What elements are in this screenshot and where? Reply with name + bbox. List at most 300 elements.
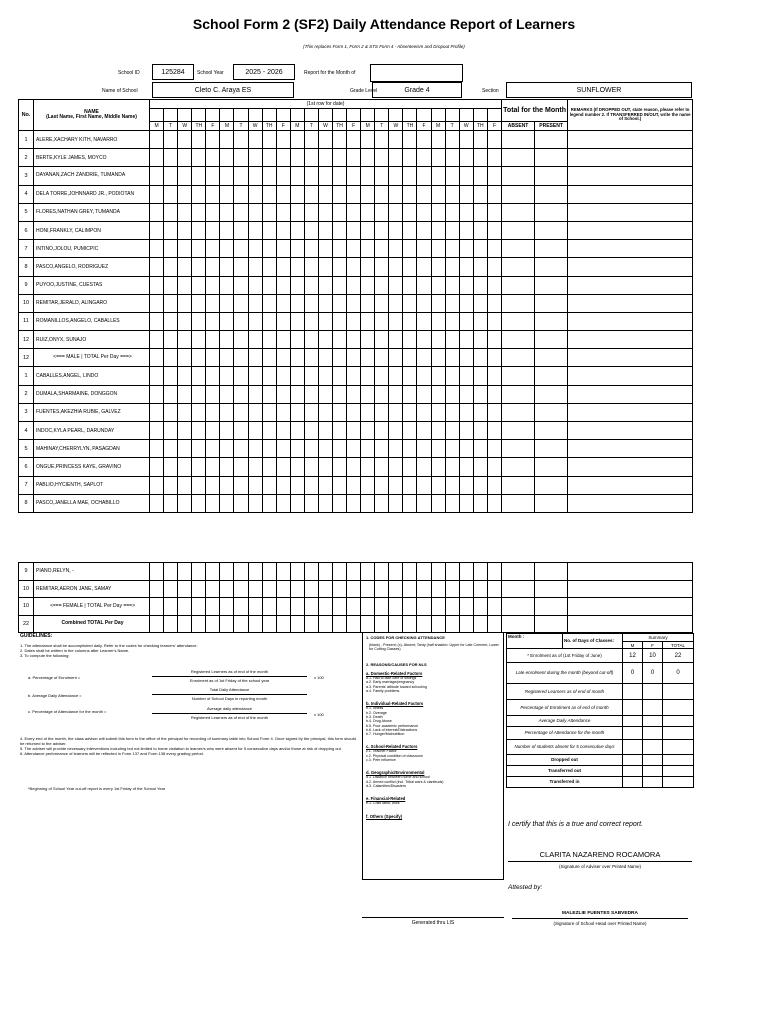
summary-value-f[interactable] xyxy=(643,740,663,755)
attendance-cell[interactable] xyxy=(445,476,459,494)
attendance-cell[interactable] xyxy=(459,131,473,149)
attendance-cell[interactable] xyxy=(431,615,445,633)
attendance-cell[interactable] xyxy=(361,149,375,167)
attendance-cell[interactable] xyxy=(164,349,178,367)
attendance-cell[interactable] xyxy=(333,203,347,221)
summary-value-t[interactable] xyxy=(663,740,694,755)
attendance-cell[interactable] xyxy=(318,294,332,312)
attendance-cell[interactable] xyxy=(248,458,262,476)
attendance-cell[interactable] xyxy=(304,240,318,258)
remarks-cell[interactable] xyxy=(568,276,693,294)
attendance-cell[interactable] xyxy=(473,131,487,149)
remarks-cell[interactable] xyxy=(568,221,693,239)
attendance-cell[interactable] xyxy=(431,185,445,203)
attendance-cell[interactable] xyxy=(206,367,220,385)
attendance-cell[interactable] xyxy=(164,167,178,185)
attendance-cell[interactable] xyxy=(375,494,389,512)
attendance-cell[interactable] xyxy=(150,385,164,403)
attendance-cell[interactable] xyxy=(473,403,487,421)
remarks-cell[interactable] xyxy=(568,131,693,149)
remarks-cell[interactable] xyxy=(568,494,693,512)
attendance-cell[interactable] xyxy=(262,203,276,221)
attendance-cell[interactable] xyxy=(290,185,304,203)
attendance-cell[interactable] xyxy=(361,331,375,349)
attendance-cell[interactable] xyxy=(290,580,304,598)
attendance-cell[interactable] xyxy=(276,598,290,616)
attendance-cell[interactable] xyxy=(417,615,431,633)
attendance-cell[interactable] xyxy=(178,331,192,349)
date-cell[interactable] xyxy=(431,109,445,122)
attendance-cell[interactable] xyxy=(347,294,361,312)
attendance-cell[interactable] xyxy=(262,185,276,203)
attendance-cell[interactable] xyxy=(375,312,389,330)
attendance-cell[interactable] xyxy=(347,563,361,581)
attendance-cell[interactable] xyxy=(487,294,501,312)
attendance-cell[interactable] xyxy=(333,403,347,421)
attendance-cell[interactable] xyxy=(248,476,262,494)
attendance-cell[interactable] xyxy=(403,331,417,349)
attendance-cell[interactable] xyxy=(333,422,347,440)
attendance-cell[interactable] xyxy=(417,476,431,494)
attendance-cell[interactable] xyxy=(150,167,164,185)
remarks-cell[interactable] xyxy=(568,331,693,349)
absent-total-cell[interactable] xyxy=(502,221,535,239)
attendance-cell[interactable] xyxy=(347,167,361,185)
attendance-cell[interactable] xyxy=(389,149,403,167)
attendance-cell[interactable] xyxy=(206,458,220,476)
date-cell[interactable] xyxy=(178,109,192,122)
attendance-cell[interactable] xyxy=(389,258,403,276)
attendance-cell[interactable] xyxy=(290,240,304,258)
attendance-cell[interactable] xyxy=(290,615,304,633)
attendance-cell[interactable] xyxy=(361,258,375,276)
attendance-cell[interactable] xyxy=(220,580,234,598)
present-total-cell[interactable] xyxy=(535,349,568,367)
attendance-cell[interactable] xyxy=(192,422,206,440)
remarks-cell[interactable] xyxy=(567,598,692,616)
attendance-cell[interactable] xyxy=(487,149,501,167)
date-cell[interactable] xyxy=(206,109,220,122)
grade-level-field[interactable]: Grade 4 xyxy=(372,82,462,98)
attendance-cell[interactable] xyxy=(220,312,234,330)
attendance-cell[interactable] xyxy=(290,221,304,239)
section-field[interactable]: SUNFLOWER xyxy=(506,82,692,98)
attendance-cell[interactable] xyxy=(234,615,248,633)
attendance-cell[interactable] xyxy=(431,440,445,458)
attendance-cell[interactable] xyxy=(347,149,361,167)
attendance-cell[interactable] xyxy=(318,331,332,349)
attendance-cell[interactable] xyxy=(487,403,501,421)
summary-value-f[interactable]: 10 xyxy=(643,649,663,663)
attendance-cell[interactable] xyxy=(150,131,164,149)
present-total-cell[interactable] xyxy=(535,203,568,221)
attendance-cell[interactable] xyxy=(445,203,459,221)
attendance-cell[interactable] xyxy=(220,385,234,403)
attendance-cell[interactable] xyxy=(220,440,234,458)
attendance-cell[interactable] xyxy=(417,458,431,476)
attendance-cell[interactable] xyxy=(248,149,262,167)
attendance-cell[interactable] xyxy=(487,476,501,494)
attendance-cell[interactable] xyxy=(361,385,375,403)
attendance-cell[interactable] xyxy=(206,494,220,512)
attendance-cell[interactable] xyxy=(445,331,459,349)
attendance-cell[interactable] xyxy=(473,312,487,330)
present-total-cell[interactable] xyxy=(535,240,568,258)
attendance-cell[interactable] xyxy=(234,312,248,330)
summary-value-t[interactable]: 22 xyxy=(663,649,694,663)
attendance-cell[interactable] xyxy=(220,349,234,367)
summary-value-t[interactable] xyxy=(663,700,694,716)
attendance-cell[interactable] xyxy=(403,221,417,239)
absent-total-cell[interactable] xyxy=(502,185,535,203)
attendance-cell[interactable] xyxy=(290,598,304,616)
attendance-cell[interactable] xyxy=(290,563,304,581)
attendance-cell[interactable] xyxy=(487,312,501,330)
attendance-cell[interactable] xyxy=(473,476,487,494)
attendance-cell[interactable] xyxy=(403,240,417,258)
attendance-cell[interactable] xyxy=(262,221,276,239)
attendance-cell[interactable] xyxy=(164,221,178,239)
attendance-cell[interactable] xyxy=(150,458,164,476)
attendance-cell[interactable] xyxy=(262,149,276,167)
attendance-cell[interactable] xyxy=(304,203,318,221)
attendance-cell[interactable] xyxy=(417,240,431,258)
attendance-cell[interactable] xyxy=(473,276,487,294)
attendance-cell[interactable] xyxy=(234,458,248,476)
attendance-cell[interactable] xyxy=(178,440,192,458)
attendance-cell[interactable] xyxy=(361,476,375,494)
attendance-cell[interactable] xyxy=(375,615,389,633)
attendance-cell[interactable] xyxy=(304,221,318,239)
absent-total-cell[interactable] xyxy=(502,276,535,294)
attendance-cell[interactable] xyxy=(487,203,501,221)
attendance-cell[interactable] xyxy=(361,403,375,421)
attendance-cell[interactable] xyxy=(248,385,262,403)
attendance-cell[interactable] xyxy=(375,349,389,367)
attendance-cell[interactable] xyxy=(333,258,347,276)
attendance-cell[interactable] xyxy=(333,167,347,185)
attendance-cell[interactable] xyxy=(403,349,417,367)
attendance-cell[interactable] xyxy=(431,167,445,185)
attendance-cell[interactable] xyxy=(262,598,276,616)
attendance-cell[interactable] xyxy=(192,167,206,185)
attendance-cell[interactable] xyxy=(459,221,473,239)
attendance-cell[interactable] xyxy=(459,367,473,385)
attendance-cell[interactable] xyxy=(333,294,347,312)
attendance-cell[interactable] xyxy=(375,294,389,312)
attendance-cell[interactable] xyxy=(318,167,332,185)
attendance-cell[interactable] xyxy=(262,131,276,149)
summary-value-m[interactable] xyxy=(623,716,643,727)
attendance-cell[interactable] xyxy=(417,403,431,421)
attendance-cell[interactable] xyxy=(459,403,473,421)
attendance-cell[interactable] xyxy=(150,367,164,385)
attendance-cell[interactable] xyxy=(459,258,473,276)
attendance-cell[interactable] xyxy=(192,221,206,239)
attendance-cell[interactable] xyxy=(361,312,375,330)
attendance-cell[interactable] xyxy=(290,494,304,512)
attendance-cell[interactable] xyxy=(192,385,206,403)
date-cell[interactable] xyxy=(164,109,178,122)
attendance-cell[interactable] xyxy=(375,185,389,203)
absent-total-cell[interactable] xyxy=(502,203,535,221)
attendance-cell[interactable] xyxy=(206,385,220,403)
attendance-cell[interactable] xyxy=(276,349,290,367)
report-month-field[interactable] xyxy=(370,64,463,82)
attendance-cell[interactable] xyxy=(347,276,361,294)
attendance-cell[interactable] xyxy=(361,294,375,312)
attendance-cell[interactable] xyxy=(304,312,318,330)
date-cell[interactable] xyxy=(290,109,304,122)
attendance-cell[interactable] xyxy=(234,276,248,294)
attendance-cell[interactable] xyxy=(473,615,487,633)
attendance-cell[interactable] xyxy=(150,203,164,221)
attendance-cell[interactable] xyxy=(234,167,248,185)
attendance-cell[interactable] xyxy=(333,563,347,581)
attendance-cell[interactable] xyxy=(389,580,403,598)
attendance-cell[interactable] xyxy=(192,458,206,476)
attendance-cell[interactable] xyxy=(192,580,206,598)
attendance-cell[interactable] xyxy=(431,276,445,294)
attendance-cell[interactable] xyxy=(389,276,403,294)
remarks-cell[interactable] xyxy=(568,149,693,167)
attendance-cell[interactable] xyxy=(192,615,206,633)
date-cell[interactable] xyxy=(403,109,417,122)
attendance-cell[interactable] xyxy=(248,563,262,581)
attendance-cell[interactable] xyxy=(417,580,431,598)
attendance-cell[interactable] xyxy=(333,385,347,403)
absent-total-cell[interactable] xyxy=(502,240,535,258)
attendance-cell[interactable] xyxy=(361,580,375,598)
attendance-cell[interactable] xyxy=(445,385,459,403)
absent-total-cell[interactable] xyxy=(502,458,535,476)
attendance-cell[interactable] xyxy=(318,403,332,421)
attendance-cell[interactable] xyxy=(347,367,361,385)
remarks-cell[interactable] xyxy=(568,240,693,258)
attendance-cell[interactable] xyxy=(276,563,290,581)
attendance-cell[interactable] xyxy=(304,385,318,403)
attendance-cell[interactable] xyxy=(431,598,445,616)
present-total-cell[interactable] xyxy=(535,331,568,349)
date-cell[interactable] xyxy=(473,109,487,122)
attendance-cell[interactable] xyxy=(220,131,234,149)
attendance-cell[interactable] xyxy=(318,440,332,458)
attendance-cell[interactable] xyxy=(487,167,501,185)
attendance-cell[interactable] xyxy=(389,294,403,312)
attendance-cell[interactable] xyxy=(262,494,276,512)
attendance-cell[interactable] xyxy=(192,331,206,349)
attendance-cell[interactable] xyxy=(192,240,206,258)
attendance-cell[interactable] xyxy=(417,331,431,349)
remarks-cell[interactable] xyxy=(568,403,693,421)
present-total-cell[interactable] xyxy=(535,185,568,203)
attendance-cell[interactable] xyxy=(403,258,417,276)
attendance-cell[interactable] xyxy=(206,240,220,258)
attendance-cell[interactable] xyxy=(150,598,164,616)
attendance-cell[interactable] xyxy=(333,131,347,149)
attendance-cell[interactable] xyxy=(459,167,473,185)
attendance-cell[interactable] xyxy=(389,403,403,421)
date-cell[interactable] xyxy=(304,109,318,122)
summary-value-f[interactable] xyxy=(643,766,663,777)
attendance-cell[interactable] xyxy=(389,422,403,440)
attendance-cell[interactable] xyxy=(403,294,417,312)
attendance-cell[interactable] xyxy=(417,203,431,221)
present-total-cell[interactable] xyxy=(535,367,568,385)
attendance-cell[interactable] xyxy=(318,185,332,203)
attendance-cell[interactable] xyxy=(178,349,192,367)
remarks-cell[interactable] xyxy=(568,422,693,440)
attendance-cell[interactable] xyxy=(276,167,290,185)
attendance-cell[interactable] xyxy=(164,240,178,258)
attendance-cell[interactable] xyxy=(290,149,304,167)
attendance-cell[interactable] xyxy=(206,203,220,221)
attendance-cell[interactable] xyxy=(431,494,445,512)
attendance-cell[interactable] xyxy=(220,615,234,633)
attendance-cell[interactable] xyxy=(445,349,459,367)
attendance-cell[interactable] xyxy=(431,149,445,167)
summary-value-f[interactable] xyxy=(643,700,663,716)
attendance-cell[interactable] xyxy=(487,422,501,440)
attendance-cell[interactable] xyxy=(220,149,234,167)
attendance-cell[interactable] xyxy=(403,580,417,598)
attendance-cell[interactable] xyxy=(445,149,459,167)
attendance-cell[interactable] xyxy=(220,276,234,294)
attendance-cell[interactable] xyxy=(445,276,459,294)
attendance-cell[interactable] xyxy=(347,240,361,258)
attendance-cell[interactable] xyxy=(164,258,178,276)
attendance-cell[interactable] xyxy=(234,598,248,616)
attendance-cell[interactable] xyxy=(248,240,262,258)
attendance-cell[interactable] xyxy=(417,294,431,312)
attendance-cell[interactable] xyxy=(234,240,248,258)
attendance-cell[interactable] xyxy=(290,203,304,221)
attendance-cell[interactable] xyxy=(164,458,178,476)
attendance-cell[interactable] xyxy=(361,203,375,221)
attendance-cell[interactable] xyxy=(220,240,234,258)
attendance-cell[interactable] xyxy=(375,240,389,258)
attendance-cell[interactable] xyxy=(347,221,361,239)
attendance-cell[interactable] xyxy=(431,331,445,349)
attendance-cell[interactable] xyxy=(220,458,234,476)
attendance-cell[interactable] xyxy=(276,615,290,633)
attendance-cell[interactable] xyxy=(192,563,206,581)
attendance-cell[interactable] xyxy=(375,276,389,294)
attendance-cell[interactable] xyxy=(417,440,431,458)
attendance-cell[interactable] xyxy=(234,149,248,167)
attendance-cell[interactable] xyxy=(459,440,473,458)
attendance-cell[interactable] xyxy=(375,580,389,598)
attendance-cell[interactable] xyxy=(290,458,304,476)
attendance-cell[interactable] xyxy=(417,494,431,512)
attendance-cell[interactable] xyxy=(417,367,431,385)
attendance-cell[interactable] xyxy=(234,331,248,349)
attendance-cell[interactable] xyxy=(389,203,403,221)
attendance-cell[interactable] xyxy=(164,476,178,494)
attendance-cell[interactable] xyxy=(445,294,459,312)
attendance-cell[interactable] xyxy=(431,458,445,476)
present-total-cell[interactable] xyxy=(535,312,568,330)
attendance-cell[interactable] xyxy=(220,598,234,616)
attendance-cell[interactable] xyxy=(178,312,192,330)
attendance-cell[interactable] xyxy=(220,331,234,349)
attendance-cell[interactable] xyxy=(487,494,501,512)
remarks-cell[interactable] xyxy=(568,349,693,367)
present-total-cell[interactable] xyxy=(534,563,567,581)
attendance-cell[interactable] xyxy=(304,598,318,616)
attendance-cell[interactable] xyxy=(304,258,318,276)
attendance-cell[interactable] xyxy=(178,580,192,598)
attendance-cell[interactable] xyxy=(389,385,403,403)
attendance-cell[interactable] xyxy=(318,615,332,633)
attendance-cell[interactable] xyxy=(473,440,487,458)
attendance-cell[interactable] xyxy=(361,240,375,258)
attendance-cell[interactable] xyxy=(318,476,332,494)
remarks-cell[interactable] xyxy=(568,385,693,403)
attendance-cell[interactable] xyxy=(333,312,347,330)
attendance-cell[interactable] xyxy=(248,580,262,598)
attendance-cell[interactable] xyxy=(150,221,164,239)
absent-total-cell[interactable] xyxy=(502,385,535,403)
attendance-cell[interactable] xyxy=(487,185,501,203)
attendance-cell[interactable] xyxy=(333,331,347,349)
attendance-cell[interactable] xyxy=(276,131,290,149)
attendance-cell[interactable] xyxy=(164,440,178,458)
attendance-cell[interactable] xyxy=(304,294,318,312)
attendance-cell[interactable] xyxy=(206,185,220,203)
attendance-cell[interactable] xyxy=(375,385,389,403)
attendance-cell[interactable] xyxy=(304,276,318,294)
attendance-cell[interactable] xyxy=(192,203,206,221)
attendance-cell[interactable] xyxy=(234,422,248,440)
attendance-cell[interactable] xyxy=(276,185,290,203)
attendance-cell[interactable] xyxy=(417,563,431,581)
attendance-cell[interactable] xyxy=(445,615,459,633)
attendance-cell[interactable] xyxy=(417,221,431,239)
attendance-cell[interactable] xyxy=(445,422,459,440)
attendance-cell[interactable] xyxy=(487,563,501,581)
remarks-cell[interactable] xyxy=(568,258,693,276)
attendance-cell[interactable] xyxy=(262,312,276,330)
summary-value-f[interactable] xyxy=(643,755,663,766)
summary-value-t[interactable] xyxy=(663,755,694,766)
attendance-cell[interactable] xyxy=(192,349,206,367)
absent-total-cell[interactable] xyxy=(502,294,535,312)
attendance-cell[interactable] xyxy=(164,367,178,385)
attendance-cell[interactable] xyxy=(220,167,234,185)
date-cell[interactable] xyxy=(459,109,473,122)
attendance-cell[interactable] xyxy=(389,312,403,330)
attendance-cell[interactable] xyxy=(487,440,501,458)
attendance-cell[interactable] xyxy=(389,440,403,458)
attendance-cell[interactable] xyxy=(304,580,318,598)
attendance-cell[interactable] xyxy=(403,476,417,494)
attendance-cell[interactable] xyxy=(150,422,164,440)
attendance-cell[interactable] xyxy=(262,349,276,367)
attendance-cell[interactable] xyxy=(318,149,332,167)
attendance-cell[interactable] xyxy=(178,367,192,385)
attendance-cell[interactable] xyxy=(445,494,459,512)
attendance-cell[interactable] xyxy=(375,440,389,458)
attendance-cell[interactable] xyxy=(417,598,431,616)
attendance-cell[interactable] xyxy=(192,312,206,330)
attendance-cell[interactable] xyxy=(206,294,220,312)
attendance-cell[interactable] xyxy=(375,149,389,167)
summary-value-f[interactable] xyxy=(643,777,663,788)
date-cell[interactable] xyxy=(417,109,431,122)
summary-value-m[interactable]: 0 xyxy=(623,663,643,684)
attendance-cell[interactable] xyxy=(248,349,262,367)
